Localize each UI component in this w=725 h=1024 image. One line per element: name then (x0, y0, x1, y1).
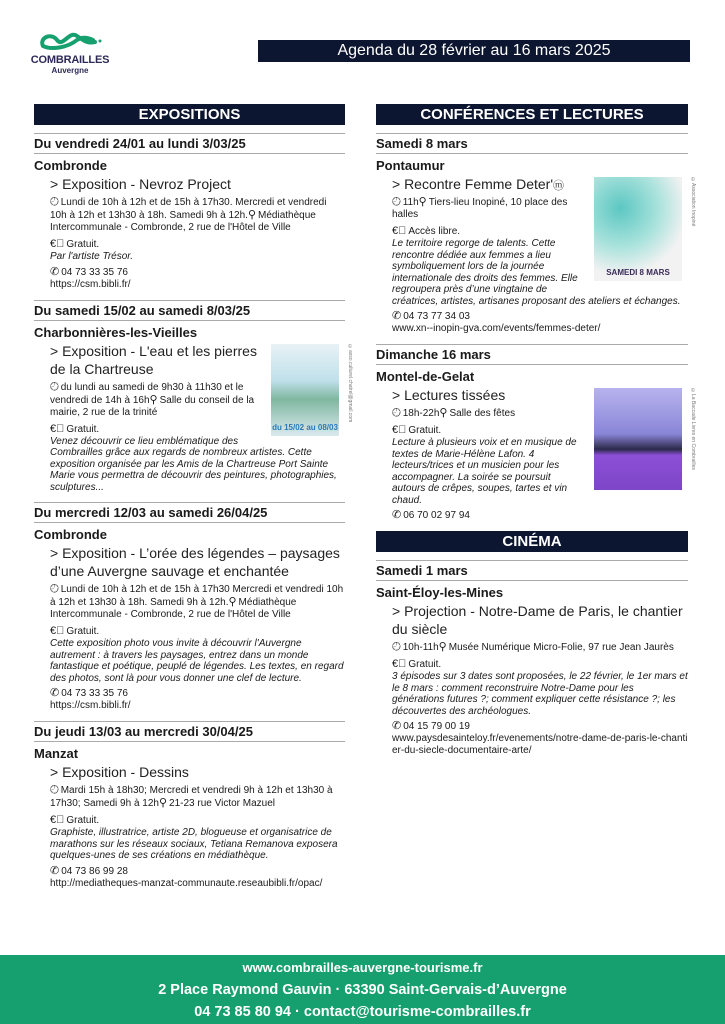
event-description: Cette exposition photo vous invite à découvrir l'Auvergne autrement : à travers les paysages, entrez dans un monde fantastique et poétique, peuplé de légendes. Les textes, en regard des photos, sont là pour vous donner une clef de lecture. (50, 638, 344, 684)
phone-icon: ✆ (50, 265, 60, 278)
event-item (376, 602, 688, 757)
event-title[interactable]: > Exposition - L'eau et les pierres de la Chartreuse (50, 342, 257, 377)
footer-address: 2 Place Raymond Gauvin · 63390 Saint-Gervais-d’Auvergne (158, 982, 567, 998)
event-price-row (392, 658, 688, 671)
phone-icon: ✆ (392, 720, 402, 732)
left-column (34, 104, 353, 899)
event-group (34, 300, 353, 494)
event-price-row (50, 625, 345, 638)
event-city: Combronde (34, 158, 107, 173)
event-city: Saint-Éloy-les-Mines (376, 585, 504, 600)
clock-icon: 🕘︎ (50, 196, 59, 208)
event-phone-row (392, 509, 688, 522)
event-description: Venez découvrir ce lieu emblématique des Combrailles grâce aux regards de nombreux artistes. Cette exposition organisée par les Amis de la Chartreuse Port Sainte Marie vous permettra de découvrir des peintures, photographies, sculptures... (50, 435, 337, 493)
event-phone-row (50, 687, 345, 700)
event-phone-row (392, 720, 688, 733)
event-url[interactable]: https://csm.bibli.fr/ (50, 700, 131, 711)
event-date: Du vendredi 24/01 au lundi 3/03/25 (34, 133, 345, 154)
footer (0, 955, 725, 1024)
event-description: Graphiste, illustratrice, artiste 2D, blogueuse et organisatrice de marathons sur les réseaux sociaux, Tetiana Remanova exposera quelques-unes de ses créations en médiathèque. (50, 827, 338, 861)
event-item (34, 544, 345, 712)
event-group (34, 502, 345, 712)
event-price: Gratuit. (66, 423, 100, 435)
event-url[interactable]: https://csm.bibli.fr/ (50, 278, 131, 290)
event-place: Tiers-lieu Inopiné, 10 place des halles (392, 197, 568, 220)
location-pin-icon: ⚲ (418, 196, 427, 208)
event-date: Du jeudi 13/03 au mercredi 30/04/25 (34, 721, 345, 742)
event-group (34, 721, 345, 890)
event-price: Gratuit. (66, 239, 100, 250)
event-date: Samedi 8 mars (376, 133, 688, 154)
clock-icon: 🕘︎ (50, 583, 59, 595)
euro-icon: €⃝ (50, 625, 65, 637)
clock-icon: 🕘︎ (50, 380, 59, 393)
logo-name: COMBRAILLES (30, 54, 110, 66)
event-group (376, 133, 696, 335)
event-schedule: 11h (402, 197, 419, 208)
event-date: Du mercredi 12/03 au samedi 26/04/25 (34, 502, 345, 523)
phone-icon: ✆ (50, 687, 60, 699)
location-pin-icon: ⚲ (439, 407, 448, 419)
event-price-row (50, 814, 345, 827)
event-phone[interactable]: 04 73 86 99 28 (61, 865, 128, 877)
location-pin-icon: ⚲ (228, 596, 237, 608)
clock-icon: 🕘︎ (392, 196, 401, 208)
euro-icon: €⃝ (392, 424, 407, 436)
event-phone[interactable]: 04 73 77 34 03 (403, 311, 470, 322)
event-schedule: 10h-11h (402, 642, 439, 653)
photo-credit: ©La Baccade Livres en Combrailles (690, 388, 696, 470)
event-description: Lecture à plusieurs voix et en musique de textes de Marie-Hélène Lafon. 4 lecteurs/trices et un musicien pour les accompagner. La soirée se poursuit autours de crêpes, soupes, tartes et vin chaud. (392, 437, 577, 506)
event-title[interactable]: > Exposition - Nevroz Project (50, 176, 231, 192)
event-place: Salle des fêtes (449, 408, 516, 419)
event-group (376, 344, 696, 522)
event-group (376, 560, 688, 757)
event-place: Médiathèque Intercommunale - Combronde, 2 rue de l'Hôtel de Ville (50, 597, 297, 620)
event-title[interactable]: > Exposition - L’orée des légendes – paysages d’une Auvergne sauvage et enchantée (50, 545, 340, 579)
poster-caption: du 15/02 au 08/03 (272, 422, 338, 432)
event-title[interactable]: > Projection - Notre-Dame de Paris, le chantier du siècle (392, 603, 683, 637)
event-price: Gratuit. (408, 659, 442, 670)
clock-icon: 🕘︎ (392, 641, 401, 653)
accessibility-icon: ⓜ (553, 180, 565, 192)
event-title[interactable]: > Lectures tissées (392, 387, 506, 403)
euro-icon: €⃝ (50, 814, 65, 826)
event-place: 21-23 rue Victor Mazuel (169, 798, 276, 809)
event-phone[interactable]: 04 73 33 35 76 (61, 266, 128, 278)
event-phone-row (392, 310, 688, 323)
euro-icon: €⃝ (392, 225, 407, 237)
event-item (34, 342, 353, 494)
event-city: Pontaumur (376, 158, 445, 173)
euro-icon: €⃝ (50, 422, 65, 435)
event-city: Montel-de-Gelat (376, 369, 475, 384)
event-schedule: du lundi au samedi de 9h30 à 11h30 et le vendredi de 14h à 16h (50, 381, 244, 406)
event-schedule-place (392, 641, 688, 654)
photo-credit: ©Association Inopiné (690, 177, 696, 227)
event-city: Charbonnières-les-Vieilles (34, 324, 198, 340)
event-phone[interactable]: 04 73 33 35 76 (61, 688, 128, 699)
event-url[interactable]: www.xn--inopin-gva.com/events/femmes-deter/ (392, 323, 601, 334)
clock-icon: 🕘︎ (392, 407, 401, 419)
logo-region: Auvergne (51, 66, 89, 75)
event-place: Médiathèque Intercommunale - Combronde, 2 rue de l'Hôtel de Ville (50, 210, 316, 233)
location-pin-icon: ⚲ (438, 641, 447, 653)
event-schedule: Lundi de 10h à 12h et de 15h à 17h30 Mercredi et vendredi 10h à 12h et 13h30 à 18h. Samedi 9h à 12h. (50, 584, 344, 608)
footer-contact[interactable]: 04 73 85 80 94 · contact@tourisme-combrailles.fr (194, 1004, 531, 1020)
event-schedule: Lundi de 10h à 12h et de 15h à 17h30. Mercredi et vendredi 10h à 12h et 13h30 à 18h. Samedi 9h à 12h. (50, 197, 327, 221)
footer-website[interactable]: www.combrailles-auvergne-tourisme.fr (242, 960, 483, 975)
event-item (376, 175, 696, 335)
event-price: Gratuit. (66, 815, 100, 826)
event-description: 3 épisodes sur 3 dates sont proposées, le 22 février, le 1er mars et le 8 mars : comment reconstruire Notre-Dame pour les générations futures ?; comment expliquer cette résistance ?; les découvertes des archéologues. (392, 671, 688, 717)
event-title[interactable]: > Exposition - Dessins (50, 764, 189, 780)
event-phone[interactable]: 06 70 02 97 94 (403, 510, 470, 521)
phone-icon: ✆ (50, 864, 60, 877)
event-city: Manzat (34, 746, 79, 761)
section-header: CONFÉRENCES ET LECTURES (376, 104, 688, 125)
event-city: Combronde (34, 527, 107, 542)
event-url[interactable]: www.paysdesainteloy.fr/evenements/notre-dame-de-paris-le-chantier-du-siecle-documentaire-arte/ (392, 733, 688, 756)
location-pin-icon: ⚲ (149, 393, 158, 406)
event-poster-image (594, 177, 682, 281)
event-phone[interactable]: 04 15 79 00 19 (403, 721, 470, 732)
event-item (376, 386, 696, 522)
poster-caption: SAMEDI 8 MARS (606, 268, 670, 277)
section-header: CINÉMA (376, 531, 688, 552)
phone-icon: ✆ (392, 310, 402, 322)
event-schedule-place (50, 196, 345, 234)
event-phone-row (50, 266, 345, 279)
event-group (34, 133, 345, 291)
event-date: Samedi 1 mars (376, 560, 688, 581)
event-poster-image (271, 344, 339, 436)
event-price: Gratuit. (66, 626, 100, 637)
location-pin-icon: ⚲ (158, 797, 168, 809)
event-price-row (50, 238, 345, 251)
event-place: Musée Numérique Micro-Folie, 97 rue Jean Jaurès (448, 642, 674, 653)
event-description: Par l'artiste Trésor. (50, 251, 134, 262)
event-schedule: Mardi 15h à 18h30; Mercredi et vendredi 9h à 12h et 13h30 à 17h30; Samedi 9h à 12h (50, 785, 333, 809)
event-title[interactable]: > Recontre Femme Deter' (392, 176, 554, 192)
event-price: Gratuit. (408, 425, 442, 436)
event-description: Le territoire regorge de talents. Cette rencontre dédiée aux femmes a lieu symboliquement lors de la journée internationale des droits des femmes. Elle regroupera près d’une vingtaine de créatrices, artistes, artisanes proposant des ateliers et échanges. (392, 238, 681, 307)
event-date: Dimanche 16 mars (376, 344, 688, 365)
logo-mark-icon (37, 28, 103, 54)
event-item (34, 763, 345, 890)
phone-icon: ✆ (392, 509, 402, 521)
event-date: Du samedi 15/02 au samedi 8/03/25 (34, 300, 345, 321)
event-schedule-place (50, 583, 345, 621)
event-poster-image (594, 388, 682, 490)
event-url[interactable]: http://mediatheques-manzat-communaute.reseaubibli.fr/opac/ (50, 877, 323, 889)
clock-icon: 🕘︎ (50, 784, 59, 796)
agenda-title: Agenda du 28 février au 16 mars 2025 (258, 40, 690, 62)
event-phone-row (50, 865, 345, 878)
event-item (34, 175, 345, 291)
event-place: Salle du conseil de la mairie, 2 rue de la trinité (50, 394, 255, 418)
right-column (376, 104, 696, 766)
event-schedule: 18h-22h (402, 408, 440, 419)
event-price: Accès libre. (408, 226, 461, 237)
euro-icon: €⃝ (392, 658, 407, 670)
photo-credit: ©asso.culturel.chatrel@gmail.com (347, 343, 353, 422)
section-header: EXPOSITIONS (34, 104, 345, 125)
euro-icon: €⃝ (50, 238, 65, 250)
combrailles-logo (30, 28, 110, 75)
event-schedule-place (50, 784, 345, 810)
location-pin-icon: ⚲ (247, 209, 257, 221)
